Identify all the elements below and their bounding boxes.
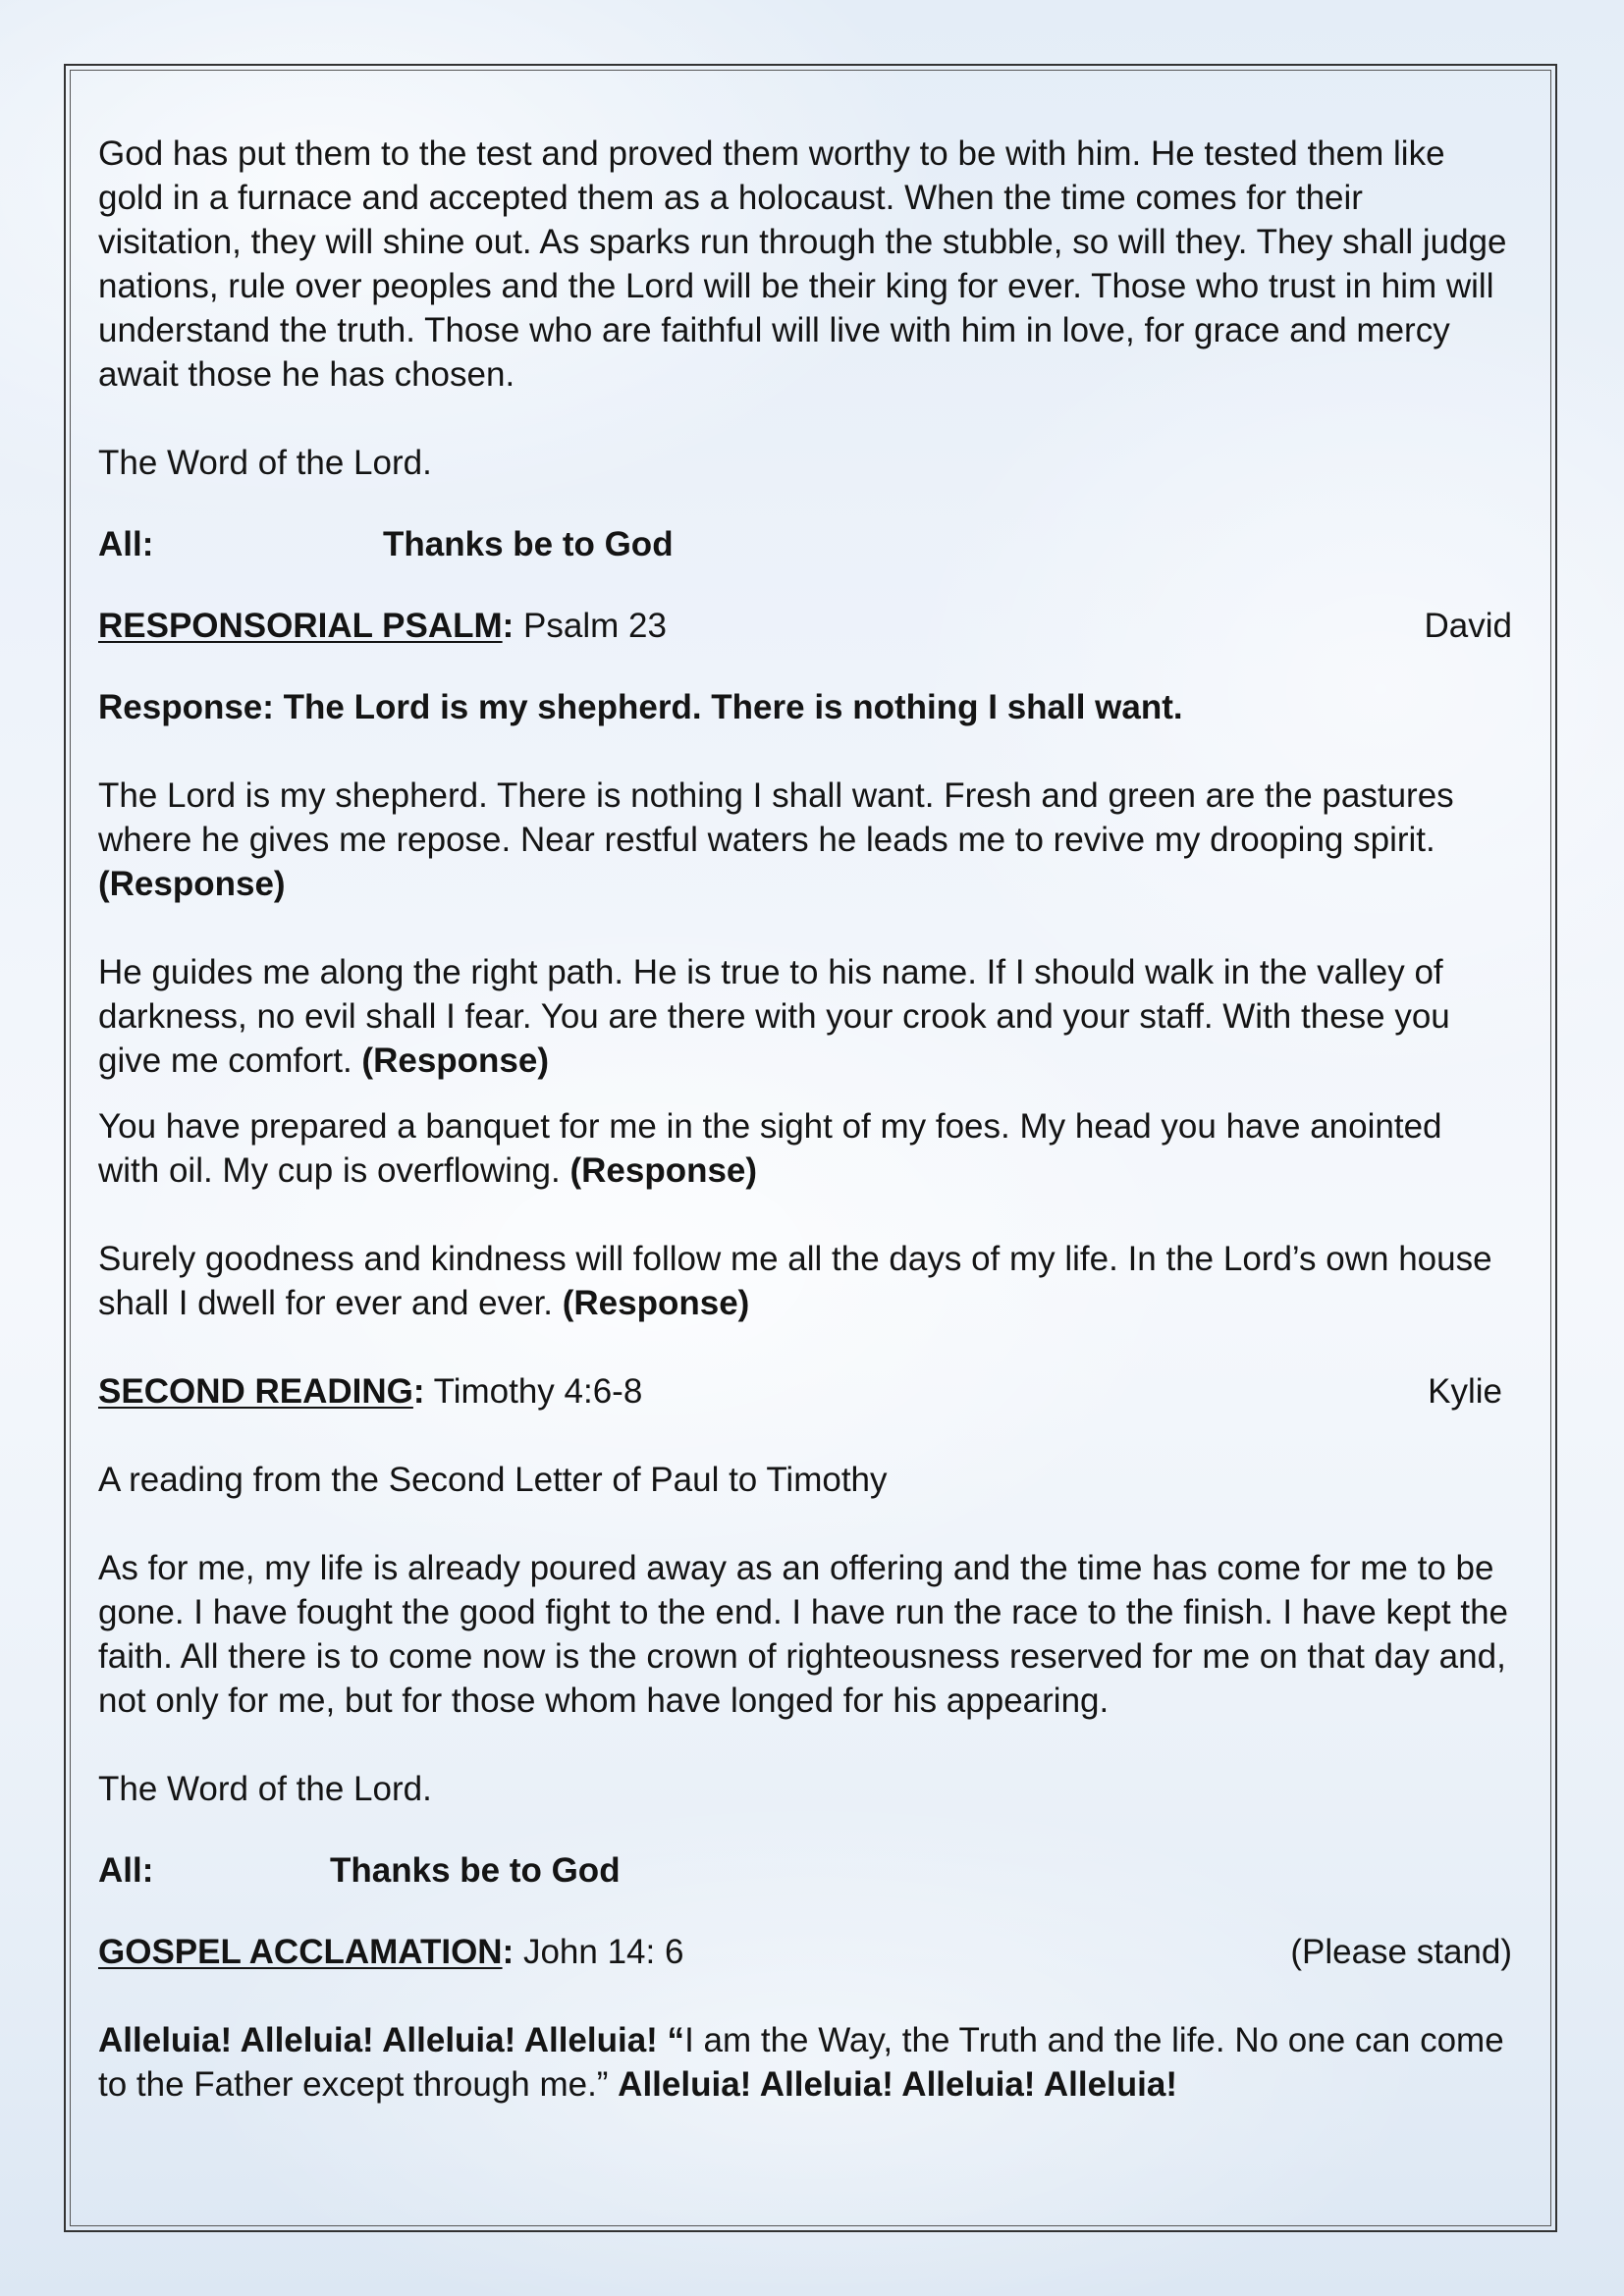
second-reading-header xyxy=(98,1369,1512,1414)
second-reading-reader: Kylie xyxy=(1428,1372,1502,1411)
second-reading-heading: SECOND READING xyxy=(98,1372,413,1411)
all-label: All: xyxy=(98,1851,154,1890)
psalm-heading-colon: : xyxy=(502,607,514,645)
psalm-header xyxy=(98,604,1512,648)
second-reading-acclamation xyxy=(98,1848,1512,1893)
second-reading-closing: The Word of the Lord. xyxy=(98,1770,432,1808)
gospel-heading: GOSPEL ACCLAMATION xyxy=(98,1933,503,1971)
all-response: Thanks be to God xyxy=(330,1851,621,1890)
response-tag: (Response) xyxy=(569,1151,758,1190)
psalm-verse xyxy=(98,950,1512,1083)
gospel-reference: John 14: 6 xyxy=(514,1933,684,1971)
psalm-verse xyxy=(98,774,1512,906)
second-reading-heading-colon: : xyxy=(412,1372,425,1411)
alleluia-open: Alleluia! Alleluia! Alleluia! Alleluia! “ xyxy=(98,2021,685,2059)
first-reading-closing: The Word of the Lord. xyxy=(98,444,432,482)
psalm-reference: Psalm 23 xyxy=(514,607,667,645)
psalm-verse xyxy=(98,1104,1512,1193)
gospel-instruction: (Please stand) xyxy=(1290,1933,1512,1971)
gospel-acclamation-text xyxy=(98,2018,1512,2107)
booklet-page xyxy=(98,132,1512,2107)
gospel-verse: I am the Way, the Truth and the life. No one can come to the Father except through me.” xyxy=(98,2021,1504,2104)
alleluia-close: Alleluia! Alleluia! Alleluia! Alleluia! xyxy=(618,2065,1177,2104)
second-reading-intro: A reading from the Second Letter of Paul to Timothy xyxy=(98,1461,888,1499)
psalm-reader: David xyxy=(1424,607,1512,645)
psalm-heading: RESPONSORIAL PSALM xyxy=(98,607,503,645)
psalm-verse-text: The Lord is my shepherd. There is nothing I shall want. Fresh and green are the pastures where he gives me repose. Near restful waters he leads me to revive my drooping spirit. xyxy=(98,776,1454,859)
psalm-response-line: Response: The Lord is my shepherd. There is nothing I shall want. xyxy=(98,688,1183,726)
second-reading-title xyxy=(98,1369,642,1414)
first-reading-acclamation xyxy=(98,522,1512,566)
gospel-header xyxy=(98,1930,1512,1974)
psalm-verse-text: You have prepared a banquet for me in the sight of my foes. My head you have anointed with oil. My cup is overflowing. xyxy=(98,1107,1442,1190)
second-reading-text: As for me, my life is already poured away as an offering and the time has come for me to be gone. I have fought the good fight to the end. I have run the race to the finish. I have kept the faith. All there is to come now is the crown of righteousness reserved for me on that day and, not only for me, but for those whom have longed for his appearing. xyxy=(98,1549,1509,1720)
response-tag: (Response) xyxy=(98,865,286,903)
psalm-verse-text: Surely goodness and kindness will follow me all the days of my life. In the Lord’s own house shall I dwell for ever and ever. xyxy=(98,1240,1492,1322)
psalm-title xyxy=(98,604,667,648)
all-label: All: xyxy=(98,525,154,563)
gospel-heading-colon: : xyxy=(502,1933,514,1971)
response-tag: (Response) xyxy=(361,1041,550,1080)
psalm-verse-text: He guides me along the right path. He is true to his name. If I should walk in the valley of darkness, no evil shall I fear. You are there with your crook and your staff. With these you give me comfort. xyxy=(98,953,1450,1080)
gospel-title xyxy=(98,1930,683,1974)
psalm-verse xyxy=(98,1237,1512,1325)
response-tag: (Response) xyxy=(562,1284,750,1322)
first-reading-text: God has put them to the test and proved them worthy to be with him. He tested them like gold in a furnace and accepted them as a holocaust. When the time comes for their visitation, they will shine out. As sparks run through the stubble, so will they. They shall judge nations, rule over peoples and the Lord will be their king for ever. Those who trust in him will understand the truth. Those who are faithful will live with him in love, for grace and mercy await those he has chosen. xyxy=(98,134,1507,394)
all-response: Thanks be to God xyxy=(383,525,674,563)
second-reading-reference: Timothy 4:6-8 xyxy=(424,1372,643,1411)
